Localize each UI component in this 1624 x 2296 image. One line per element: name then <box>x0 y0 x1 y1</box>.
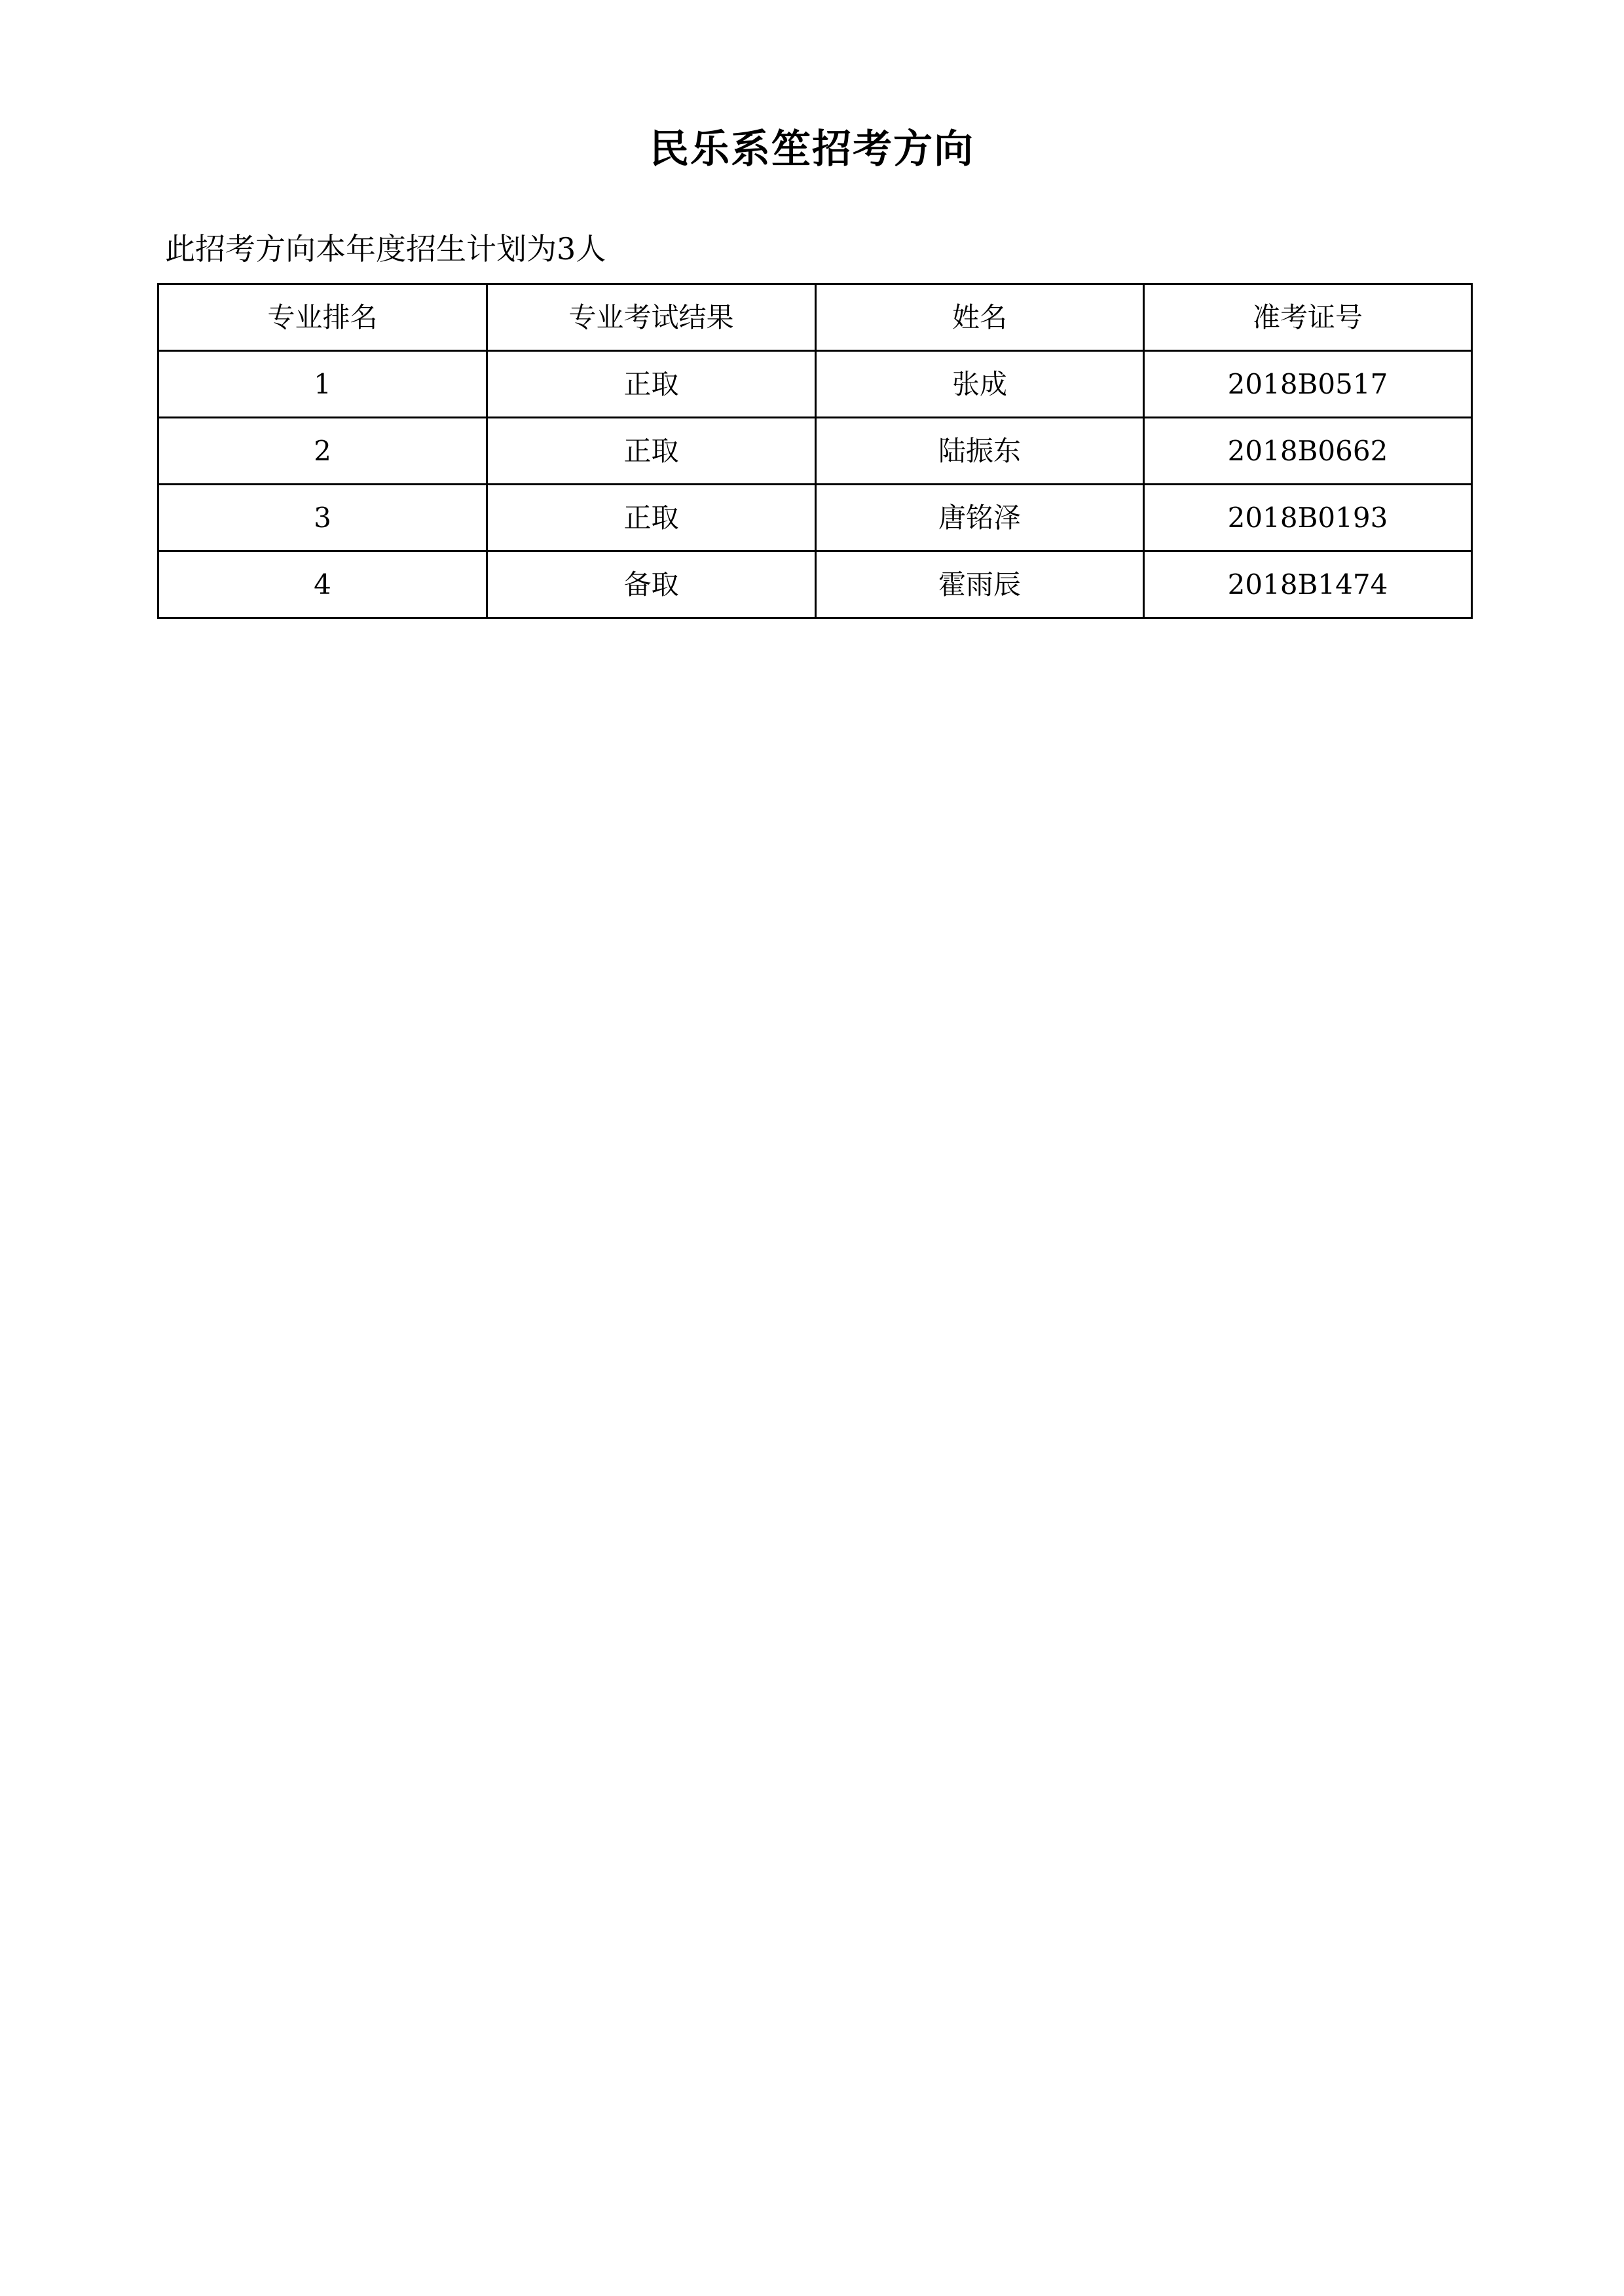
table-row <box>158 351 1472 418</box>
enrollment-plan-note: 此招考方向本年度招生计划为3人 <box>165 231 606 267</box>
cell-exam-result: 备取 <box>487 551 816 618</box>
cell-rank: 2 <box>158 418 487 485</box>
cell-ticket-number: 2018B1474 <box>1144 551 1472 618</box>
header-name: 姓名 <box>816 284 1144 351</box>
table-header-row <box>158 284 1472 351</box>
cell-ticket-number: 2018B0662 <box>1144 418 1472 485</box>
cell-rank: 3 <box>158 485 487 551</box>
table-row <box>158 485 1472 551</box>
cell-name: 陆振东 <box>816 418 1144 485</box>
header-rank: 专业排名 <box>158 284 487 351</box>
results-table <box>157 283 1473 619</box>
cell-rank: 1 <box>158 351 487 418</box>
cell-name: 张成 <box>816 351 1144 418</box>
header-exam-result: 专业考试结果 <box>487 284 816 351</box>
cell-ticket-number: 2018B0517 <box>1144 351 1472 418</box>
cell-name: 霍雨辰 <box>816 551 1144 618</box>
cell-rank: 4 <box>158 551 487 618</box>
cell-exam-result: 正取 <box>487 485 816 551</box>
table-row <box>158 551 1472 618</box>
page-title: 民乐系笙招考方向 <box>650 126 974 172</box>
cell-exam-result: 正取 <box>487 351 816 418</box>
cell-ticket-number: 2018B0193 <box>1144 485 1472 551</box>
cell-name: 唐铭泽 <box>816 485 1144 551</box>
table-row <box>158 418 1472 485</box>
header-ticket-number: 准考证号 <box>1144 284 1472 351</box>
cell-exam-result: 正取 <box>487 418 816 485</box>
